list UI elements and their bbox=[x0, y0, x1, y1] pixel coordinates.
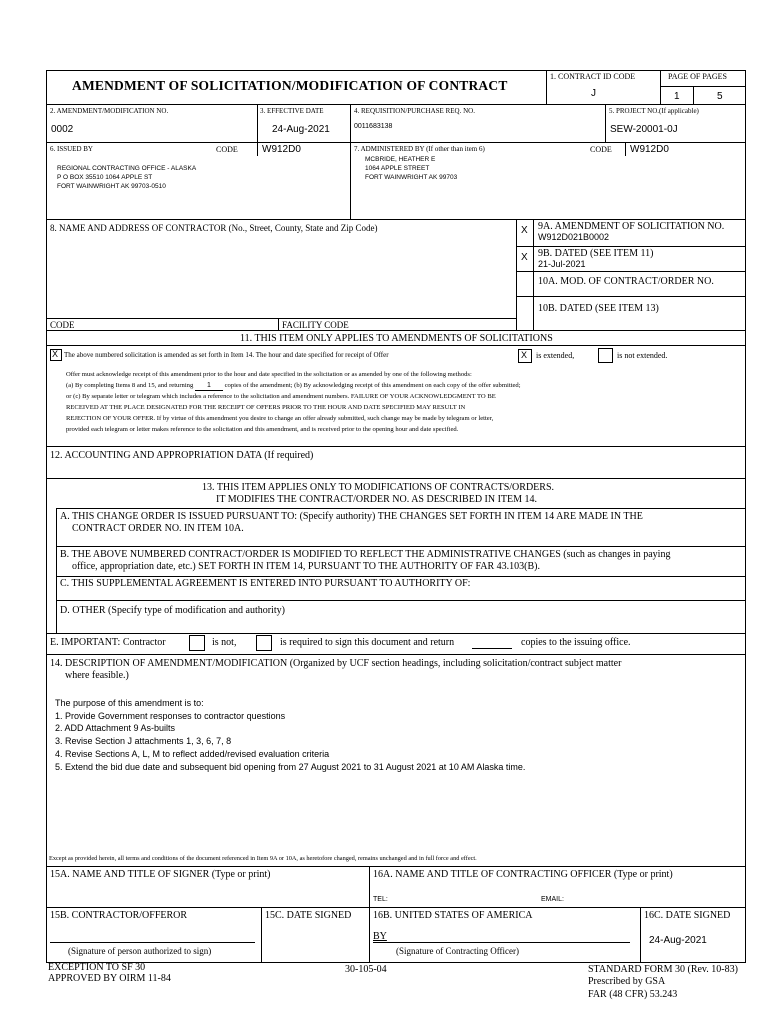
effective-date-label: 3. EFFECTIVE DATE bbox=[260, 107, 324, 115]
description-point: 1. Provide Government responses to contractor questions bbox=[55, 710, 286, 721]
issued-code-label: CODE bbox=[216, 145, 238, 154]
officer-signature-caption: (Signature of Contracting Officer) bbox=[396, 946, 520, 956]
extended-label: is extended, bbox=[536, 351, 575, 360]
footer-center: 30-105-04 bbox=[345, 964, 387, 975]
item11-heading: 11. THIS ITEM ONLY APPLIES TO AMENDMENTS OF SOLICITATIONS bbox=[240, 333, 553, 344]
item11-text bbox=[66, 369, 521, 435]
contract-id-code-label: 1. CONTRACT ID CODE bbox=[550, 72, 636, 81]
item13-c: C. THIS SUPPLEMENTAL AGREEMENT IS ENTERED INTO PURSUANT TO AUTHORITY OF: bbox=[60, 578, 471, 589]
not-extended-checkbox[interactable] bbox=[598, 348, 613, 363]
officer-name-label: 16A. NAME AND TITLE OF CONTRACTING OFFICER (Type or print) bbox=[373, 869, 673, 880]
administered-by-label: 7. ADMINISTERED BY (If other than item 6) bbox=[354, 145, 485, 153]
item13-b-line-1: B. THE ABOVE NUMBERED CONTRACT/ORDER IS MODIFIED TO REFLECT THE ADMINISTRATIVE CHANGES (such as changes in paying bbox=[60, 549, 671, 560]
description-point: 2. ADD Attachment 9 As-builts bbox=[55, 723, 176, 734]
item11-line: RECEIVED AT THE PLACE DESIGNATED FOR THE RECEIPT OF OFFERS PRIOR TO THE HOUR AND DATE SPECIFIED MAY RESULT IN bbox=[66, 404, 466, 411]
email-label: EMAIL: bbox=[541, 896, 564, 903]
item13-a-line-2: CONTRACT ORDER NO. IN ITEM 10A. bbox=[72, 523, 244, 534]
is-required-checkbox[interactable] bbox=[256, 635, 272, 651]
copies-label: copies to the issuing office. bbox=[521, 637, 631, 648]
description-label-1: 14. DESCRIPTION OF AMENDMENT/MODIFICATION (Organized by UCF section headings, including solicitation/contract subject matter bbox=[50, 658, 622, 669]
extended-checkbox[interactable] bbox=[518, 349, 532, 363]
contractor-signature-line[interactable] bbox=[50, 942, 255, 943]
item11-line-b-post: copies of the amendment; (b) By acknowledging receipt of this amendment on each copy of the offer submitted; bbox=[224, 382, 521, 389]
issued-by-address bbox=[57, 164, 196, 191]
issued-by-line: P O BOX 35510 1064 APPLE ST bbox=[57, 174, 153, 181]
item11-line: or (c) By separate letter or telegram which includes a reference to the solicitation and amendment numbers. FAILURE OF YOUR ACKNOWLEDGMENT TO BE bbox=[66, 393, 496, 400]
project-no-label: 5. PROJECT NO.(If applicable) bbox=[609, 107, 699, 115]
label-10a: 10A. MOD. OF CONTRACT/ORDER NO. bbox=[538, 276, 714, 287]
footer-right-3: FAR (48 CFR) 53.243 bbox=[588, 989, 678, 1000]
is-required-label: is required to sign this document and return bbox=[280, 637, 455, 648]
accounting-data-label: 12. ACCOUNTING AND APPROPRIATION DATA (If required) bbox=[50, 450, 314, 461]
issued-by-label: 6. ISSUED BY bbox=[50, 145, 93, 153]
requisition-no[interactable]: 0011683138 bbox=[354, 123, 393, 130]
value-9b[interactable]: 21-Jul-2021 bbox=[538, 259, 586, 269]
tel-label: TEL: bbox=[373, 896, 388, 903]
admin-code-label: CODE bbox=[590, 145, 612, 154]
contractor-signature-caption: (Signature of person authorized to sign) bbox=[68, 946, 212, 956]
contractor-label: 8. NAME AND ADDRESS OF CONTRACTOR (No., Street, County, State and Zip Code) bbox=[50, 223, 378, 233]
amended-text: The above numbered solicitation is amended as set forth in Item 14. The hour and date specified for receipt of Offer bbox=[64, 351, 389, 359]
date-signed-15c-label: 15C. DATE SIGNED bbox=[265, 910, 352, 921]
facility-code-label: FACILITY CODE bbox=[282, 320, 349, 330]
item13-d: D. OTHER (Specify type of modification and authority) bbox=[60, 605, 285, 616]
issued-by-line: FORT WAINWRIGHT AK 99703-0510 bbox=[57, 183, 166, 190]
footer-right-1: STANDARD FORM 30 (Rev. 10-83) bbox=[588, 964, 738, 975]
effective-date[interactable]: 24-Aug-2021 bbox=[272, 124, 330, 135]
date-signed-16c-label: 16C. DATE SIGNED bbox=[644, 910, 731, 921]
administered-by-line: MCBRIDE, HEATHER E bbox=[365, 156, 436, 163]
is-not-checkbox[interactable] bbox=[189, 635, 205, 651]
item13-a-line-1: A. THIS CHANGE ORDER IS ISSUED PURSUANT TO: (Specify authority) THE CHANGES SET FORTH IN ITEM 14 ARE MADE IN THE bbox=[60, 511, 643, 522]
item11-line: Offer must acknowledge receipt of this amendment prior to the hour and date specified in the solicitation or as amended by one of the following methods: bbox=[66, 371, 472, 378]
description-point: 5. Extend the bid due date and subsequent bid opening from 27 August 2021 to 31 August 2021 at 10 AM Alaska time. bbox=[55, 761, 526, 772]
item11-line-b-pre: (a) By completing Items 8 and 15, and returning bbox=[66, 382, 194, 389]
amendment-no[interactable]: 0002 bbox=[51, 124, 74, 135]
is-not-label: is not, bbox=[212, 637, 237, 648]
date-signed-16c[interactable]: 24-Aug-2021 bbox=[649, 935, 707, 946]
amended-checkbox[interactable] bbox=[50, 349, 62, 361]
label-9a: 9A. AMENDMENT OF SOLICITATION NO. bbox=[538, 221, 725, 232]
item11-line: provided each telegram or letter makes reference to the solicitation and this amendment, and is received prior to the opening hour and date specified. bbox=[66, 426, 459, 433]
issued-by-line: REGIONAL CONTRACTING OFFICE - ALASKA bbox=[57, 165, 197, 172]
page-count: 5 bbox=[717, 91, 723, 102]
extended-check: X bbox=[521, 350, 528, 360]
copies-count[interactable]: 1 bbox=[195, 381, 223, 391]
footer-left-2: APPROVED BY OIRM 11-84 bbox=[48, 973, 171, 984]
administered-by-line: 1064 APPLE STREET bbox=[365, 165, 430, 172]
description-point: 3. Revise Section J attachments 1, 3, 6, 7, 8 bbox=[55, 736, 232, 747]
administered-by-line: FORT WAINWRIGHT AK 99703 bbox=[365, 174, 458, 181]
administered-by-address bbox=[365, 155, 457, 182]
copies-return-field[interactable] bbox=[472, 648, 512, 649]
item13-heading-2: IT MODIFIES THE CONTRACT/ORDER NO. AS DESCRIBED IN ITEM 14. bbox=[216, 494, 538, 505]
by-label: BY bbox=[373, 931, 387, 942]
label-10b: 10B. DATED (SEE ITEM 13) bbox=[538, 303, 659, 314]
officer-signature-line[interactable] bbox=[373, 942, 630, 943]
item13-b-line-2: office, appropriation date, etc.) SET FORTH IN ITEM 14, PURSUANT TO THE AUTHORITY OF FAR 43.103(B). bbox=[72, 561, 540, 572]
project-no[interactable]: SEW-20001-0J bbox=[610, 124, 678, 135]
contract-id-code[interactable]: J bbox=[591, 88, 596, 99]
contractor-code-label: CODE bbox=[50, 320, 75, 330]
important-label: E. IMPORTANT: Contractor bbox=[50, 637, 166, 648]
description-body bbox=[55, 697, 525, 773]
description-point: 4. Revise Sections A, L, M to reflect added/revised evaluation criteria bbox=[55, 748, 330, 759]
page-of-pages-label: PAGE OF PAGES bbox=[668, 72, 727, 81]
item11-line-b bbox=[66, 380, 521, 391]
except-clause: Except as provided herein, all terms and conditions of the document referenced in Item 9A or 10A, as heretofore changed, remains unchanged and in full force and effect. bbox=[49, 855, 477, 862]
page-number: 1 bbox=[674, 91, 680, 102]
item11-line: REJECTION OF YOUR OFFER. If by virtue of this amendment you desire to change an offer already submitted, such change may be made by telegram or letter, bbox=[66, 415, 494, 422]
footer-right-2: Prescribed by GSA bbox=[588, 976, 666, 987]
form-title: AMENDMENT OF SOLICITATION/MODIFICATION OF CONTRACT bbox=[72, 78, 508, 93]
amended-check: X bbox=[52, 349, 59, 359]
description-intro: The purpose of this amendment is to: bbox=[55, 698, 204, 708]
item13-heading-1: 13. THIS ITEM APPLIES ONLY TO MODIFICATIONS OF CONTRACTS/ORDERS. bbox=[202, 482, 555, 493]
contractor-offeror-label: 15B. CONTRACTOR/OFFEROR bbox=[50, 910, 188, 921]
not-extended-label: is not extended. bbox=[617, 351, 668, 360]
description-label-2: where feasible.) bbox=[65, 670, 129, 681]
amendment-no-label: 2. AMENDMENT/MODIFICATION NO. bbox=[50, 107, 169, 115]
requisition-no-label: 4. REQUISITION/PURCHASE REQ. NO. bbox=[354, 107, 475, 115]
admin-code[interactable]: W912D0 bbox=[630, 144, 669, 155]
usa-label: 16B. UNITED STATES OF AMERICA bbox=[373, 910, 533, 921]
issued-code[interactable]: W912D0 bbox=[262, 144, 301, 155]
check-9b[interactable]: X bbox=[521, 252, 528, 263]
check-9a[interactable]: X bbox=[521, 225, 528, 236]
footer-left-1: EXCEPTION TO SF 30 bbox=[48, 962, 146, 973]
label-9b: 9B. DATED (SEE ITEM 11) bbox=[538, 248, 654, 259]
signer-name-label: 15A. NAME AND TITLE OF SIGNER (Type or print) bbox=[50, 869, 271, 880]
value-9a[interactable]: W912D021B0002 bbox=[538, 232, 610, 242]
